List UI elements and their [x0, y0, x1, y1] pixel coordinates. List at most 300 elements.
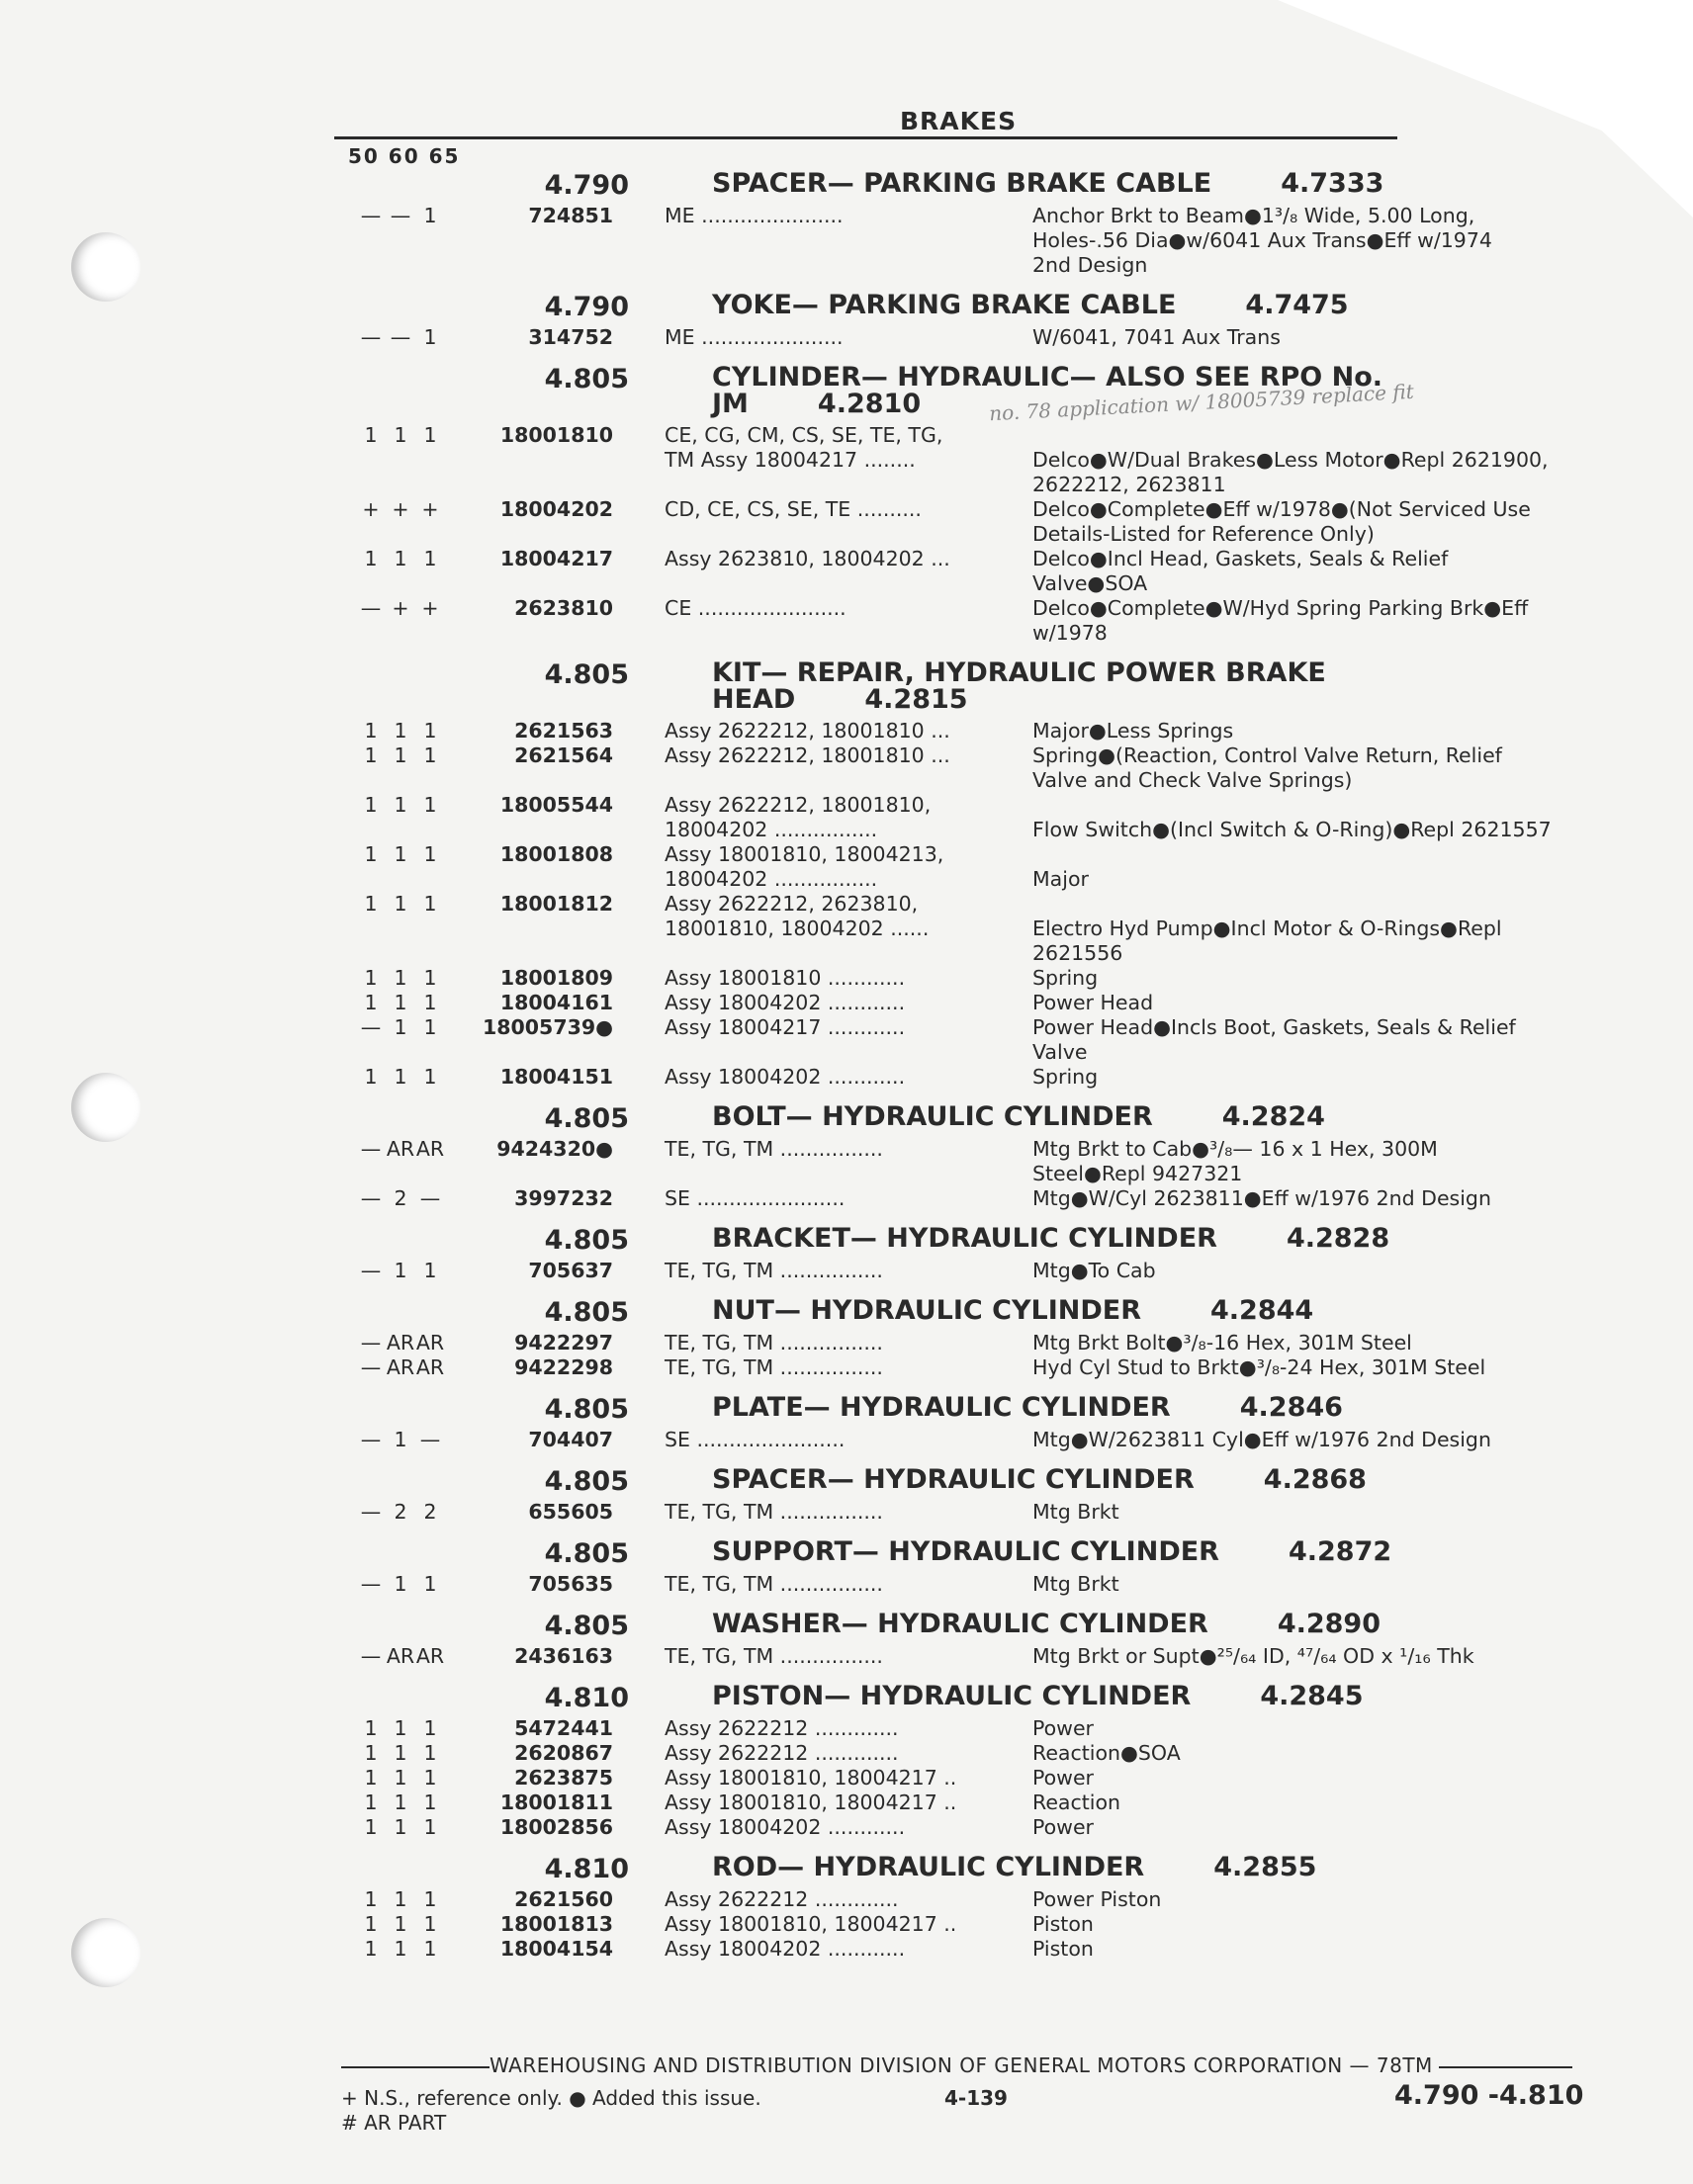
description: Anchor Brkt to Beam●1³/₈ Wide, 5.00 Long, Holes-.56 Dia●w/6041 Aux Trans●Eff w/1974 2nd Design	[1032, 204, 1492, 277]
quantity-cell: 1	[423, 325, 437, 349]
description: Power	[1032, 1815, 1094, 1839]
section-ref: 4.2890	[1277, 1609, 1381, 1639]
quantity-cells	[356, 892, 470, 917]
section-title-text: YOKE— PARKING BRAKE CABLE	[712, 290, 1177, 320]
section-code: 4.805	[544, 1297, 629, 1328]
application: Assy 18004202 ............	[665, 1065, 906, 1089]
description: Power	[1032, 1716, 1094, 1740]
part-row	[0, 1815, 1693, 1840]
quantity-cell: AR	[386, 1331, 415, 1354]
quantity-cells	[356, 1137, 470, 1162]
quantity-cells	[356, 1428, 470, 1452]
part-row	[0, 204, 1693, 278]
application: Assy 2622212, 2623810, 18001810, 18004202 ......	[665, 892, 930, 940]
parts-section	[0, 288, 1693, 350]
description: Mtg Brkt	[1032, 1500, 1119, 1524]
section-ref: 4.2855	[1213, 1852, 1317, 1882]
section-code: 4.805	[544, 1466, 629, 1497]
section-ref: 4.2844	[1210, 1295, 1314, 1326]
application: CE, CG, CM, CS, SE, TE, TG, TM Assy 18004217 ........	[665, 423, 943, 472]
quantity-cell: AR	[415, 1644, 445, 1668]
quantity-cells	[356, 966, 470, 991]
section-code: 4.805	[544, 364, 629, 394]
section-title	[712, 1854, 1483, 1880]
application: SE .......................	[665, 1186, 846, 1210]
description: Mtg Brkt or Supt●²⁵/₆₄ ID, ⁴⁷/₆₄ OD x ¹/₁₆ Thk	[1032, 1644, 1474, 1668]
quantity-cell: 1	[394, 743, 407, 767]
page-number: 4-139	[944, 2086, 1008, 2110]
quantity-cell: 1	[423, 204, 437, 227]
part-number: 705635	[528, 1572, 613, 1596]
part-number: 9422297	[514, 1331, 613, 1354]
parts-section	[0, 655, 1693, 1090]
section-title	[712, 292, 1483, 318]
quantity-cells	[356, 1644, 470, 1669]
part-number: 18001812	[499, 892, 613, 916]
description: Power Piston	[1032, 1887, 1162, 1911]
part-row	[0, 966, 1693, 991]
section-heading	[0, 1099, 1693, 1137]
quantity-cells	[356, 1015, 470, 1040]
description: Spring●(Reaction, Control Valve Return, Relief Valve and Check Valve Springs)	[1032, 743, 1502, 792]
quantity-cell: 1	[364, 1741, 378, 1765]
quantity-cell: —	[360, 1259, 382, 1282]
quantity-cell: AR	[386, 1644, 415, 1668]
description: Mtg Brkt to Cab●³/₈— 16 x 1 Hex, 300M Steel●Repl 9427321	[1032, 1137, 1438, 1185]
section-code: 4.810	[544, 1683, 629, 1713]
page-title: BRAKES	[900, 107, 1018, 135]
part-row	[0, 1428, 1693, 1452]
quantity-cells	[356, 1500, 470, 1525]
quantity-cell: —	[360, 325, 382, 349]
quantity-cell: 1	[423, 1716, 437, 1740]
part-row	[0, 1791, 1693, 1815]
quantity-cell: 1	[394, 1015, 407, 1039]
section-heading	[0, 655, 1693, 719]
section-title	[712, 1683, 1483, 1709]
application: Assy 18001810, 18004217 ..	[665, 1791, 957, 1814]
section-heading	[0, 1679, 1693, 1716]
quantity-cell: +	[392, 497, 409, 521]
quantity-cell: 1	[394, 1937, 407, 1961]
quantity-cell: —	[360, 1331, 382, 1354]
section-title	[712, 1225, 1483, 1252]
section-title-text: WASHER— HYDRAULIC CYLINDER	[712, 1609, 1208, 1639]
application: Assy 18004202 ............	[665, 1815, 906, 1839]
description: Major	[1032, 867, 1089, 891]
quantity-cells	[356, 423, 470, 448]
part-number: 18001808	[499, 842, 613, 866]
part-number: 2623875	[514, 1766, 613, 1790]
quantity-cell: 1	[394, 1741, 407, 1765]
description: Piston	[1032, 1937, 1094, 1961]
application: Assy 2622212 .............	[665, 1887, 899, 1911]
quantity-cell: 1	[423, 743, 437, 767]
section-title	[712, 1611, 1483, 1637]
description: Spring	[1032, 1065, 1099, 1089]
quantity-cell: 1	[423, 1741, 437, 1765]
part-row	[0, 1500, 1693, 1525]
part-number: 2436163	[514, 1644, 613, 1668]
quantity-cell: 1	[423, 892, 437, 916]
quantity-cell: AR	[415, 1137, 445, 1161]
footer-note-ar: # AR PART	[341, 2111, 447, 2135]
section-title-text: SPACER— HYDRAULIC CYLINDER	[712, 1464, 1195, 1495]
quantity-cell: 1	[364, 1815, 378, 1839]
part-number: 18004151	[499, 1065, 613, 1089]
quantity-cell: 1	[394, 1428, 407, 1451]
part-row	[0, 423, 1693, 497]
part-row	[0, 1065, 1693, 1090]
quantity-cells	[356, 1741, 470, 1766]
part-row	[0, 1766, 1693, 1791]
quantity-cell: 1	[364, 423, 378, 447]
part-row	[0, 1331, 1693, 1355]
quantity-cell: 1	[394, 1912, 407, 1936]
application: Assy 18004202 ............	[665, 1937, 906, 1961]
part-number: 704407	[528, 1428, 613, 1451]
section-heading	[0, 1534, 1693, 1572]
footer-rule-right	[1439, 2066, 1572, 2068]
quantity-cell: 1	[394, 1887, 407, 1911]
description: W/6041, 7041 Aux Trans	[1032, 325, 1281, 349]
application: TE, TG, TM ................	[665, 1355, 883, 1379]
application: TE, TG, TM ................	[665, 1572, 883, 1596]
section-title	[712, 170, 1483, 197]
parts-section	[0, 1679, 1693, 1840]
description: Delco●W/Dual Brakes●Less Motor●Repl 2621900, 2622212, 2623811	[1032, 448, 1549, 496]
part-row	[0, 596, 1693, 646]
section-title	[712, 1538, 1483, 1565]
part-number: 705637	[528, 1259, 613, 1282]
application: TE, TG, TM ................	[665, 1259, 883, 1282]
quantity-cell: 1	[394, 966, 407, 990]
part-number: 18004161	[499, 991, 613, 1014]
section-heading	[0, 1850, 1693, 1887]
application: TE, TG, TM ................	[665, 1500, 883, 1524]
part-number: 18002856	[499, 1815, 613, 1839]
quantity-cell: 1	[364, 793, 378, 817]
quantity-cell: 1	[394, 1572, 407, 1596]
footer-note-ns: + N.S., reference only. ● Added this issue.	[341, 2086, 761, 2110]
part-row	[0, 892, 1693, 966]
quantity-cell: 1	[394, 1259, 407, 1282]
section-title-text: SUPPORT— HYDRAULIC CYLINDER	[712, 1536, 1219, 1567]
part-number: 5472441	[514, 1716, 613, 1740]
quantity-cell: +	[421, 596, 439, 620]
header-rule	[334, 136, 1397, 139]
quantity-cells	[356, 1766, 470, 1791]
parts-section	[0, 166, 1693, 278]
application: Assy 2622212, 18001810 ...	[665, 743, 950, 767]
parts-section	[0, 1293, 1693, 1380]
section-code: 4.790	[544, 292, 629, 322]
quantity-cells	[356, 991, 470, 1015]
section-code: 4.790	[544, 170, 629, 201]
part-row	[0, 1887, 1693, 1912]
quantity-cell: 2	[423, 1500, 437, 1524]
description: Power Head●Incls Boot, Gaskets, Seals & Relief Valve	[1032, 1015, 1516, 1064]
quantity-cell: 1	[364, 1766, 378, 1790]
quantity-cell: 1	[423, 842, 437, 866]
quantity-cell: AR	[415, 1331, 445, 1354]
quantity-cell: AR	[386, 1137, 415, 1161]
quantity-cell: —	[419, 1186, 441, 1210]
quantity-cells	[356, 1186, 470, 1211]
section-ref: 4.2845	[1260, 1681, 1364, 1711]
quantity-cell: 1	[394, 547, 407, 570]
quantity-cell: —	[360, 596, 382, 620]
section-ref: 4.2868	[1263, 1464, 1367, 1495]
application: Assy 18001810, 18004217 ..	[665, 1912, 957, 1936]
quantity-cells	[356, 1791, 470, 1815]
description: Reaction	[1032, 1791, 1121, 1814]
section-title	[712, 364, 1483, 417]
quantity-cells	[356, 325, 470, 350]
description: Reaction●SOA	[1032, 1741, 1181, 1765]
section-ref: 4.2828	[1286, 1223, 1390, 1254]
quantity-cells	[356, 596, 470, 621]
description: Piston	[1032, 1912, 1094, 1936]
application: Assy 2622212, 18001810 ...	[665, 719, 950, 743]
part-number: 3997232	[514, 1186, 613, 1210]
quantity-cell: 1	[423, 423, 437, 447]
part-row	[0, 325, 1693, 350]
quantity-cell: 1	[394, 1716, 407, 1740]
quantity-cell: —	[419, 1428, 441, 1451]
part-row	[0, 497, 1693, 547]
part-number: 724851	[528, 204, 613, 227]
quantity-cell: 1	[364, 1912, 378, 1936]
description: Delco●Complete●Eff w/1978●(Not Serviced Use Details-Listed for Reference Only)	[1032, 497, 1531, 546]
description: Mtg●To Cab	[1032, 1259, 1156, 1282]
quantity-cell: —	[360, 1428, 382, 1451]
quantity-cells	[356, 1259, 470, 1283]
section-title	[712, 659, 1483, 713]
part-number: 18005544	[499, 793, 613, 817]
description: Mtg Brkt	[1032, 1572, 1119, 1596]
part-number: 18005739●	[483, 1015, 613, 1039]
part-row	[0, 1937, 1693, 1962]
footer-division	[341, 2053, 1572, 2077]
parts-section	[0, 1221, 1693, 1283]
quantity-cell: 1	[394, 1791, 407, 1814]
section-ref: 4.2810	[817, 389, 922, 419]
part-row	[0, 1186, 1693, 1211]
section-heading	[0, 1607, 1693, 1644]
quantity-cell: —	[360, 1644, 382, 1668]
section-title-text: KIT— REPAIR, HYDRAULIC POWER BRAKE HEAD	[712, 657, 1326, 715]
part-row	[0, 991, 1693, 1015]
quantity-cell: +	[392, 596, 409, 620]
application: Assy 18001810 ............	[665, 966, 906, 990]
quantity-cell: 1	[364, 991, 378, 1014]
quantity-cell: 1	[423, 1912, 437, 1936]
quantity-cells	[356, 1355, 470, 1380]
parts-section	[0, 1390, 1693, 1452]
quantity-cell: 1	[364, 1887, 378, 1911]
application: Assy 2622212 .............	[665, 1741, 899, 1765]
description: Mtg●W/2623811 Cyl●Eff w/1976 2nd Design	[1032, 1428, 1491, 1451]
application: Assy 2622212, 18001810, 18004202 ................	[665, 793, 932, 841]
footer-rule-left	[341, 2066, 490, 2068]
quantity-cell: AR	[386, 1355, 415, 1379]
quantity-cell: 1	[423, 547, 437, 570]
part-row	[0, 1716, 1693, 1741]
part-number: 2621563	[514, 719, 613, 743]
quantity-cell: 2	[394, 1186, 407, 1210]
part-number: 2621564	[514, 743, 613, 767]
application: SE .......................	[665, 1428, 846, 1451]
quantity-cells	[356, 719, 470, 743]
description: Spring	[1032, 966, 1099, 990]
part-number: 2620867	[514, 1741, 613, 1765]
parts-section	[0, 1462, 1693, 1525]
part-row	[0, 743, 1693, 793]
quantity-cell: —	[360, 1500, 382, 1524]
parts-section	[0, 1607, 1693, 1669]
section-title-text: NUT— HYDRAULIC CYLINDER	[712, 1295, 1142, 1326]
quantity-cell: 1	[394, 1766, 407, 1790]
section-heading	[0, 166, 1693, 204]
quantity-cell: 1	[364, 547, 378, 570]
quantity-cell: —	[360, 1015, 382, 1039]
quantity-cells	[356, 1887, 470, 1912]
section-title-text: PISTON— HYDRAULIC CYLINDER	[712, 1681, 1192, 1711]
section-ref: 4.2846	[1239, 1392, 1343, 1423]
section-title-text: CYLINDER— HYDRAULIC— ALSO SEE RPO No. JM	[712, 362, 1383, 419]
quantity-cell: —	[360, 1355, 382, 1379]
quantity-cell: 1	[364, 1937, 378, 1961]
quantity-cell: —	[360, 204, 382, 227]
part-number: 18001813	[499, 1912, 613, 1936]
section-heading	[0, 1293, 1693, 1331]
quantity-cell: 1	[423, 1791, 437, 1814]
section-heading	[0, 288, 1693, 325]
quantity-cell: 1	[423, 793, 437, 817]
quantity-cell: 1	[364, 1791, 378, 1814]
quantity-cell: 1	[423, 991, 437, 1014]
quantity-cell: 1	[364, 892, 378, 916]
quantity-cell: 1	[423, 1572, 437, 1596]
quantity-cells	[356, 547, 470, 571]
quantity-cells	[356, 793, 470, 818]
quantity-cells	[356, 842, 470, 867]
section-ref: 4.2824	[1221, 1101, 1325, 1132]
part-number: 2623810	[514, 596, 613, 620]
description: Hyd Cyl Stud to Brkt●³/₈-24 Hex, 301M Steel	[1032, 1355, 1486, 1379]
quantity-cell: 1	[364, 743, 378, 767]
parts-section	[0, 1534, 1693, 1597]
quantity-cell: +	[421, 497, 439, 521]
application: TE, TG, TM ................	[665, 1137, 883, 1161]
application: Assy 18001810, 18004217 ..	[665, 1766, 957, 1790]
section-title-text: PLATE— HYDRAULIC CYLINDER	[712, 1392, 1171, 1423]
quantity-cell: 1	[364, 719, 378, 743]
description: Mtg Brkt Bolt●³/₈-16 Hex, 301M Steel	[1032, 1331, 1412, 1354]
quantity-cells	[356, 1815, 470, 1840]
part-row	[0, 547, 1693, 596]
quantity-cell: +	[362, 497, 380, 521]
quantity-cell: 1	[364, 1065, 378, 1089]
parts-section	[0, 1099, 1693, 1211]
part-number: 9424320●	[496, 1137, 613, 1161]
quantity-cell: 1	[423, 1015, 437, 1039]
section-ref: 4.7333	[1281, 168, 1384, 199]
quantity-cells	[356, 1716, 470, 1741]
quantity-cells	[356, 1572, 470, 1597]
section-code: 4.805	[544, 1538, 629, 1569]
part-row	[0, 1572, 1693, 1597]
part-number: 18001809	[499, 966, 613, 990]
part-row	[0, 1015, 1693, 1065]
quantity-cell: 1	[394, 719, 407, 743]
description: Power	[1032, 1766, 1094, 1790]
application: Assy 18004217 ............	[665, 1015, 906, 1039]
quantity-cell: 1	[394, 1065, 407, 1089]
section-heading	[0, 1221, 1693, 1259]
quantity-cells	[356, 743, 470, 768]
parts-section	[0, 360, 1693, 646]
part-number: 18004154	[499, 1937, 613, 1961]
quantity-cell: 1	[423, 1937, 437, 1961]
quantity-cell: —	[390, 325, 411, 349]
section-title-text: SPACER— PARKING BRAKE CABLE	[712, 168, 1212, 199]
quantity-cells	[356, 1065, 470, 1090]
quantity-cell: 1	[423, 1065, 437, 1089]
application: Assy 2623810, 18004202 ...	[665, 547, 950, 570]
part-number: 18001810	[499, 423, 613, 447]
section-code: 4.805	[544, 1103, 629, 1134]
part-number: 2621560	[514, 1887, 613, 1911]
quantity-cell: 1	[394, 793, 407, 817]
section-ref: 4.7475	[1245, 290, 1349, 320]
quantity-cell: —	[360, 1186, 382, 1210]
section-code: 4.805	[544, 1611, 629, 1641]
application: ME ......................	[665, 204, 844, 227]
quantity-cell: 1	[394, 991, 407, 1014]
quantity-cell: —	[360, 1137, 382, 1161]
quantity-cells	[356, 497, 470, 522]
section-code: 4.805	[544, 1225, 629, 1256]
part-number: 314752	[528, 325, 613, 349]
part-row	[0, 1644, 1693, 1669]
description: Power Head	[1032, 991, 1154, 1014]
part-number: 18001811	[499, 1791, 613, 1814]
footer-division-text: WAREHOUSING AND DISTRIBUTION DIVISION OF GENERAL MOTORS CORPORATION — 78TM	[490, 2053, 1433, 2077]
model-columns-header: 50 60 65	[348, 144, 461, 168]
quantity-cell: 1	[423, 1887, 437, 1911]
section-heading	[0, 360, 1693, 426]
parts-section	[0, 1850, 1693, 1962]
section-title	[712, 1394, 1483, 1421]
quantity-cell: 1	[394, 1815, 407, 1839]
description: Mtg●W/Cyl 2623811●Eff w/1976 2nd Design	[1032, 1186, 1491, 1210]
section-title	[712, 1103, 1483, 1130]
quantity-cell: 1	[423, 1766, 437, 1790]
section-title-text: BRACKET— HYDRAULIC CYLINDER	[712, 1223, 1217, 1254]
section-code: 4.810	[544, 1854, 629, 1884]
application: ME ......................	[665, 325, 844, 349]
section-heading	[0, 1462, 1693, 1500]
quantity-cell: 1	[364, 1716, 378, 1740]
section-title	[712, 1297, 1483, 1324]
quantity-cells	[356, 1937, 470, 1962]
quantity-cells	[356, 1912, 470, 1937]
part-row	[0, 842, 1693, 892]
handwritten-note: no. 78 application w/ 18005739 replace fit	[988, 379, 1415, 426]
section-code: 4.805	[544, 659, 629, 690]
